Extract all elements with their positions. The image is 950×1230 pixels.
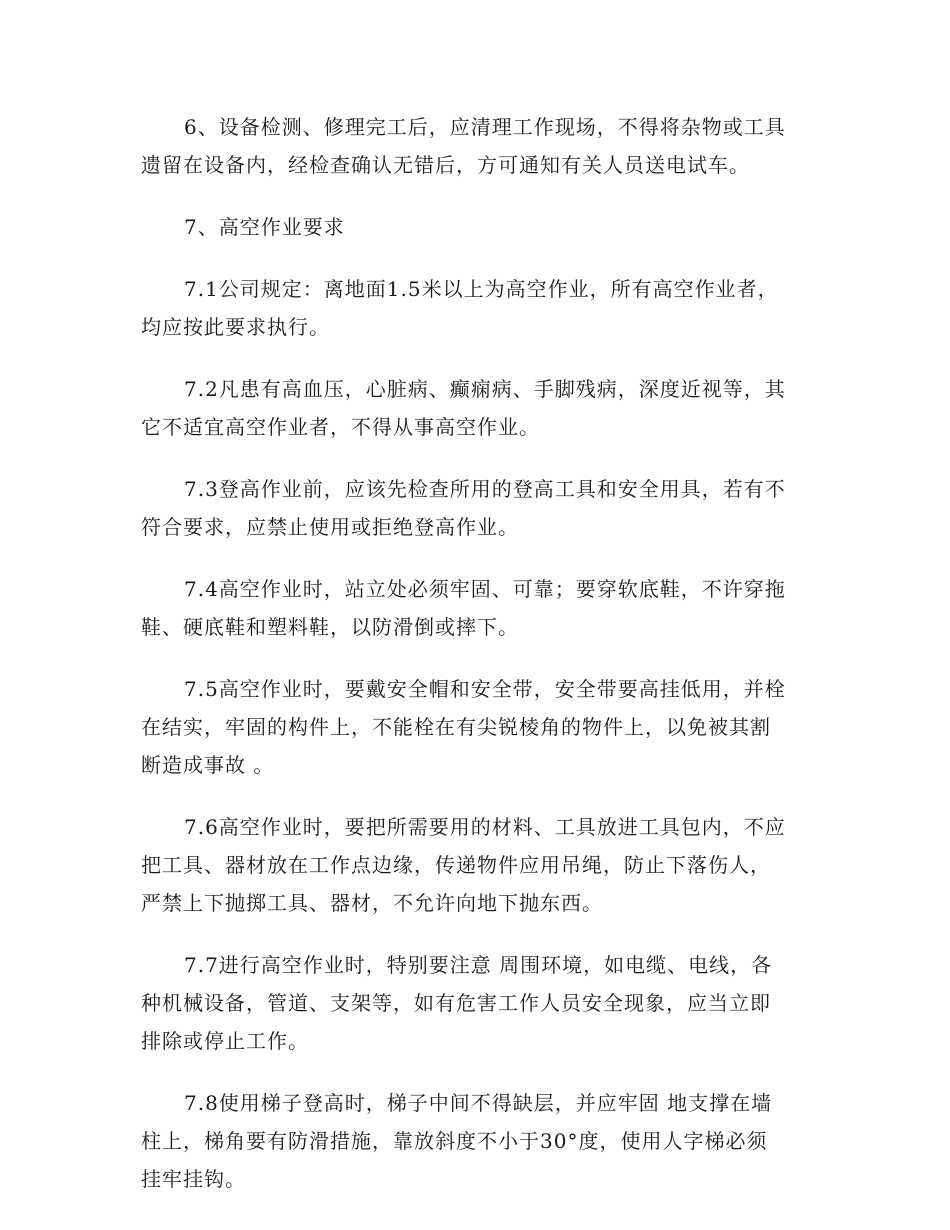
paragraph-7-7: 7.7进行高空作业时，特别要注意 周围环境，如电缆、电线，各 种机械设备，管道、支架等，如有危害工作人员安全现象，应当立即 排除或停止工作。 <box>141 953 773 1053</box>
paragraph-7-2: 7.2凡患有高血压，心脏病、癫痫病、手脚残病，深度近视等，其 它不适宜高空作业者，不得从事高空作业。 <box>141 377 786 439</box>
paragraph-7-8: 7.8使用梯子登高时，梯子中间不得缺层，并应牢固 地支撑在墙 柱上，梯角要有防滑措施，靠放斜度不小于30°度，使用人字梯必须 挂牢挂钩。 <box>141 1091 773 1191</box>
section-heading-7: 7、高空作业要求 <box>184 215 345 239</box>
paragraph-6: 6、设备检测、修理完工后，应清理工作现场，不得将杂物或工具 遗留在设备内，经检查确认无错后，方可通知有关人员送电试车。 <box>141 115 786 177</box>
paragraph-7-6: 7.6高空作业时，要把所需要用的材料、工具放进工具包内，不应 把工具、器材放在工作点边缘，传递物件应用吊绳，防止下落伤人， 严禁上下抛掷工具、器材，不允许向地下抛东西。 <box>141 815 786 915</box>
document-body <box>141 108 811 1198</box>
paragraph-7-4: 7.4高空作业时，站立处必须牢固、可靠；要穿软底鞋，不许穿拖 鞋、硬底鞋和塑料鞋，以防滑倒或摔下。 <box>141 577 786 639</box>
paragraph-7-3: 7.3登高作业前，应该先检查所用的登高工具和安全用具，若有不 符合要求，应禁止使用或拒绝登高作业。 <box>141 477 786 539</box>
paragraph-7-5: 7.5高空作业时，要戴安全帽和安全带，安全带要高挂低用，并栓 在结实，牢固的构件上，不能栓在有尖锐棱角的物件上，以免被其割 断造成事故 。 <box>141 677 786 777</box>
paragraph-7-1: 7.1公司规定：离地面1.5米以上为高空作业，所有高空作业者， 均应按此要求执行。 <box>141 277 779 339</box>
